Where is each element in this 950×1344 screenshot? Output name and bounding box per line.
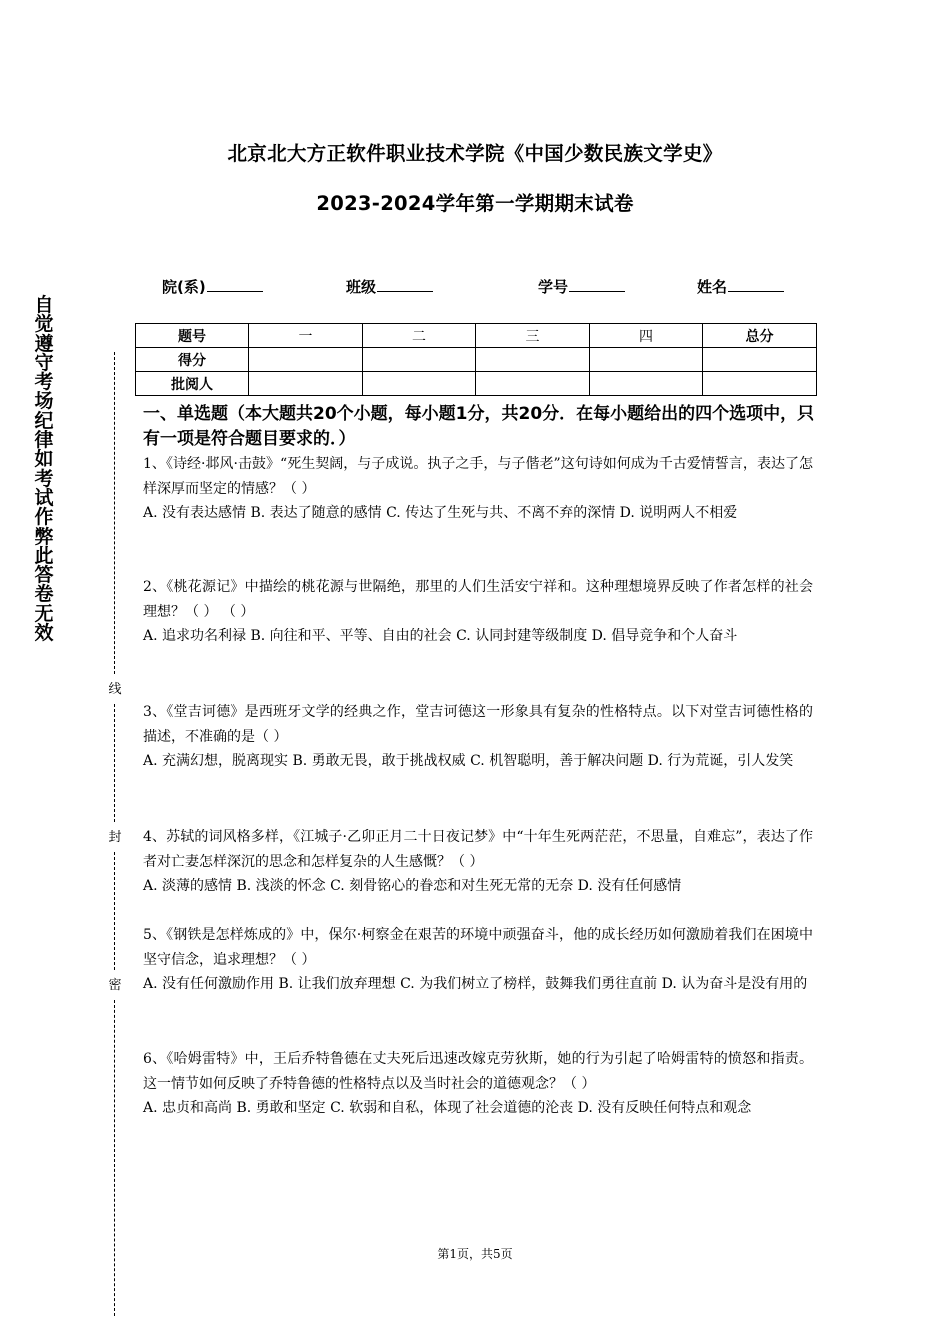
student-id-field[interactable] bbox=[538, 276, 625, 297]
question-item bbox=[143, 825, 813, 899]
question-options: A. 没有表达感情 B. 表达了随意的感情 C. 传达了生死与共、不离不弃的深情 D. 说明两人不相爱 bbox=[143, 505, 738, 521]
question-item bbox=[143, 575, 813, 649]
question-stem: 2、《桃花源记》中描绘的桃花源与世隔绝，那里的人们生活安宁祥和。这种理想境界反映了作者怎样的社会理想？（ ） （ ） bbox=[143, 579, 813, 620]
binding-cut-line bbox=[114, 852, 115, 970]
grader-cell[interactable] bbox=[703, 372, 817, 396]
grader-cell[interactable] bbox=[590, 372, 703, 396]
name-blank[interactable] bbox=[728, 277, 784, 292]
score-cell[interactable] bbox=[363, 348, 476, 372]
section-heading: 一、单选题（本大题共20个小题，每小题1分，共20分．在每小题给出的四个选项中，只有一项是符合题目要求的．） bbox=[143, 404, 815, 449]
question-item bbox=[143, 1047, 813, 1121]
question-item bbox=[143, 700, 813, 774]
grader-row-label: 批阅人 bbox=[136, 372, 249, 396]
question-stem: 1、《诗经·邶风·击鼓》“死生契阔，与子成说。执子之手，与子偕老”这句诗如何成为千古爱情誓言，表达了怎样深厚而坚定的情感？（ ） bbox=[143, 456, 813, 497]
question-options: A. 充满幻想，脱离现实 B. 勇敢无畏，敢于挑战权威 C. 机智聪明，善于解决问题 D. 行为荒诞，引人发笑 bbox=[143, 753, 794, 769]
exam-title-line1: 北京北大方正软件职业技术学院《中国少数民族文学史》 bbox=[227, 142, 723, 165]
table-header-cell: 三 bbox=[476, 324, 590, 348]
class-label: 班级 bbox=[346, 278, 377, 296]
class-field[interactable] bbox=[346, 276, 433, 297]
department-field[interactable] bbox=[162, 276, 263, 297]
table-header-cell: 一 bbox=[249, 324, 363, 348]
question-options: A. 没有任何激励作用 B. 让我们放弃理想 C. 为我们树立了榜样，鼓舞我们勇往直前 D. 认为奋斗是没有用的 bbox=[143, 976, 808, 992]
grader-cell[interactable] bbox=[249, 372, 363, 396]
score-row-label: 得分 bbox=[136, 348, 249, 372]
exam-discipline-notice: 自觉遵守考场纪律如考试作弊此答卷无效 bbox=[34, 294, 54, 645]
student-id-blank[interactable] bbox=[569, 277, 625, 292]
question-item bbox=[143, 923, 813, 997]
table-header-cell: 二 bbox=[363, 324, 476, 348]
score-cell[interactable] bbox=[249, 348, 363, 372]
question-options: A. 忠贞和高尚 B. 勇敢和坚定 C. 软弱和自私，体现了社会道德的沦丧 D. 没有反映任何特点和观念 bbox=[143, 1100, 752, 1116]
question-options: A. 追求功名利禄 B. 向往和平、平等、自由的社会 C. 认同封建等级制度 D. 倡导竞争和个人奋斗 bbox=[143, 628, 738, 644]
grader-cell[interactable] bbox=[476, 372, 590, 396]
question-item bbox=[143, 452, 813, 526]
score-cell[interactable] bbox=[703, 348, 817, 372]
table-header-cell: 四 bbox=[590, 324, 703, 348]
question-stem: 3、《堂吉诃德》是西班牙文学的经典之作，堂吉诃德这一形象具有复杂的性格特点。以下对堂吉诃德性格的描述，不准确的是（ ） bbox=[143, 704, 813, 745]
question-stem: 4、苏轼的词风格多样，《江城子·乙卯正月二十日夜记梦》中“十年生死两茫茫，不思量，自难忘”，表达了作者对亡妻怎样深沉的思念和怎样复杂的人生感慨？（ ） bbox=[143, 829, 813, 870]
department-blank[interactable] bbox=[207, 277, 263, 292]
score-table-header-row bbox=[136, 324, 817, 348]
student-id-label: 学号 bbox=[538, 278, 569, 296]
score-row bbox=[136, 348, 817, 372]
score-table bbox=[135, 323, 817, 396]
page-number: 第1页，共5页 bbox=[437, 1247, 513, 1261]
question-options: A. 淡薄的感情 B. 浅淡的怀念 C. 刻骨铭心的眷恋和对生死无常的无奈 D. 没有任何感情 bbox=[143, 878, 682, 894]
binding-cut-line bbox=[114, 704, 115, 822]
seal-line-label: 封 bbox=[106, 830, 124, 846]
binding-cut-line bbox=[114, 1000, 115, 1316]
name-label: 姓名 bbox=[697, 278, 728, 296]
grader-row bbox=[136, 372, 817, 396]
question-stem: 5、《钢铁是怎样炼成的》中，保尔·柯察金在艰苦的环境中顽强奋斗，他的成长经历如何激励着我们在困境中坚守信念，追求理想？（ ） bbox=[143, 927, 813, 968]
class-blank[interactable] bbox=[377, 277, 433, 292]
grader-cell[interactable] bbox=[363, 372, 476, 396]
table-header-cell: 题号 bbox=[136, 324, 249, 348]
score-cell[interactable] bbox=[590, 348, 703, 372]
binding-cut-line bbox=[114, 352, 115, 674]
secret-line-label: 密 bbox=[106, 978, 124, 994]
cut-line-label: 线 bbox=[106, 682, 124, 698]
score-cell[interactable] bbox=[476, 348, 590, 372]
name-field[interactable] bbox=[697, 276, 784, 297]
exam-title-line2: 2023-2024学年第一学期期末试卷 bbox=[316, 192, 634, 215]
question-stem: 6、《哈姆雷特》中，王后乔特鲁德在丈夫死后迅速改嫁克劳狄斯，她的行为引起了哈姆雷特的愤怒和指责。这一情节如何反映了乔特鲁德的性格特点以及当时社会的道德观念？（ ） bbox=[143, 1051, 813, 1092]
table-header-cell: 总分 bbox=[703, 324, 817, 348]
department-label: 院(系) bbox=[162, 278, 206, 296]
